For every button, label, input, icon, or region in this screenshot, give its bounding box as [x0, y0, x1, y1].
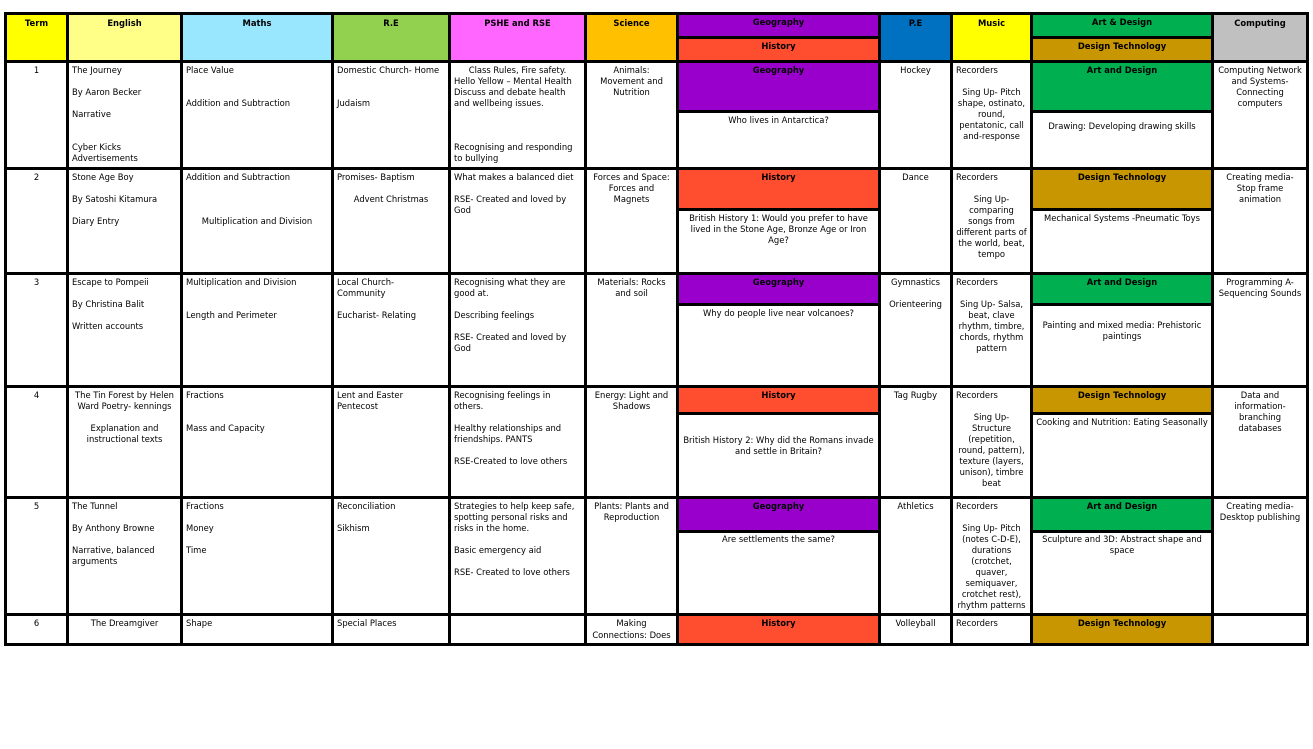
pe-cell	[880, 615, 952, 644]
humanities-title: Geography	[678, 497, 880, 531]
maths-line: Fractions	[186, 389, 224, 400]
re-line: Judaism	[337, 98, 371, 109]
pshe-line: Discuss and debate health and wellbeing issues.	[454, 87, 566, 109]
humanities-topic: British History 1: Would you prefer to have lived in the Stone Age, Bronze Age or Iron Age?	[678, 209, 880, 273]
re-cell	[333, 168, 450, 273]
music-line: Recorders	[956, 276, 998, 287]
english-cell	[68, 273, 182, 386]
pshe-line: Strategies to help keep safe, spotting personal risks and risks in the home.	[454, 500, 575, 533]
pshe-line: Recognising and responding to bullying	[454, 142, 573, 164]
maths-line: Money	[186, 522, 214, 533]
humanities-title: History	[678, 386, 880, 413]
term-row-3	[6, 273, 1308, 304]
music-line: Recorders	[956, 65, 998, 75]
art-dt-title: Design Technology	[1032, 386, 1213, 413]
re-line: Promises- Baptism	[337, 171, 415, 182]
header-term: Term	[6, 14, 68, 62]
art-dt-topic: Sculpture and 3D: Abstract shape and space	[1032, 531, 1213, 615]
term-number: 2	[6, 168, 68, 273]
english-line: Stone Age Boy	[72, 171, 134, 182]
music-line: Sing Up- Salsa, beat, clave rhythm, timbre, chords, rhythm pattern	[958, 298, 1025, 354]
pe-cell	[880, 386, 952, 497]
term-number: 5	[6, 497, 68, 615]
english-line: Narrative, balanced arguments	[72, 544, 155, 566]
music-cell	[952, 62, 1032, 169]
pshe-line: Healthy relationships and friendships. PANTS	[454, 422, 562, 444]
computing-cell: Data and information- branching databases	[1213, 386, 1308, 497]
english-line: Narrative	[72, 109, 111, 120]
art-dt-title: Design Technology	[1032, 615, 1213, 644]
maths-cell	[182, 62, 333, 169]
pshe-line: RSE-Created to love others	[454, 455, 568, 466]
science-cell: Materials: Rocks and soil	[586, 273, 678, 386]
music-cell	[952, 386, 1032, 497]
term-row-6	[6, 615, 1308, 644]
pshe-line: Recognising feelings in others.	[454, 389, 551, 411]
pe-line: Volleyball	[895, 618, 936, 629]
pshe-line: RSE- Created to love others	[454, 566, 570, 577]
re-cell	[333, 273, 450, 386]
humanities-topic: Who lives in Antarctica?	[678, 112, 880, 168]
maths-line: Multiplication and Division	[186, 276, 297, 287]
term-number: 6	[6, 615, 68, 644]
pe-cell	[880, 62, 952, 169]
music-cell	[952, 273, 1032, 386]
pshe-cell	[450, 615, 586, 644]
science-cell: Making Connections: Does	[586, 615, 678, 644]
maths-cell	[182, 386, 333, 497]
music-line: Sing Up- comparing songs from different parts of the world, beat, tempo	[956, 193, 1027, 260]
re-cell	[333, 386, 450, 497]
music-line: Sing Up- Pitch (notes C-D-E), durations (crotchet, quaver, semiquaver, crotchet rest), rhythm patterns	[957, 522, 1026, 611]
maths-line: Multiplication and Division	[201, 215, 313, 226]
pe-line: Dance	[902, 171, 929, 182]
pe-line: Tag Rugby	[893, 389, 938, 400]
english-line: The Tunnel	[72, 500, 118, 511]
music-cell	[952, 497, 1032, 615]
english-line: Explanation and instructional texts	[86, 422, 163, 444]
pe-line: Athletics	[897, 500, 934, 511]
header-art-design: Art & Design	[1032, 14, 1213, 38]
english-line: Diary Entry	[72, 215, 120, 226]
maths-cell	[182, 273, 333, 386]
maths-line: Addition and Subtraction	[186, 98, 291, 109]
music-line: Recorders	[956, 389, 998, 400]
re-line: Local Church- Community	[337, 276, 395, 298]
english-cell	[68, 386, 182, 497]
english-line: By Christina Balit	[72, 298, 145, 309]
maths-line: Time	[186, 544, 207, 555]
pe-cell	[880, 497, 952, 615]
re-line: Reconciliation	[337, 500, 396, 511]
curriculum-table	[4, 12, 1309, 646]
term-number: 3	[6, 273, 68, 386]
pe-cell	[880, 273, 952, 386]
pe-line: Orienteering	[889, 298, 942, 309]
header-re: R.E	[333, 14, 450, 62]
header-geography: Geography	[678, 14, 880, 38]
computing-cell: Computing Network and Systems- Connecting computers	[1213, 62, 1308, 169]
pshe-line: Recognising what they are good at.	[454, 276, 566, 298]
english-line: Escape to Pompeii	[72, 276, 149, 287]
english-cell	[68, 62, 182, 169]
english-cell	[68, 615, 182, 644]
art-dt-title: Art and Design	[1032, 497, 1213, 531]
re-line: Pentecost	[337, 400, 379, 411]
art-dt-topic: Drawing: Developing drawing skills	[1032, 112, 1213, 168]
term-row-1	[6, 62, 1308, 112]
english-line: By Anthony Browne	[72, 522, 155, 533]
pshe-cell	[450, 273, 586, 386]
header-maths: Maths	[182, 14, 333, 62]
computing-cell: Programming A- Sequencing Sounds	[1213, 273, 1308, 386]
humanities-title: History	[678, 168, 880, 209]
pshe-line: Describing feelings	[454, 309, 535, 320]
art-dt-title: Art and Design	[1032, 62, 1213, 112]
pshe-line: Class Rules, Fire safety.	[468, 65, 567, 75]
re-cell	[333, 615, 450, 644]
humanities-title: Geography	[678, 273, 880, 304]
maths-line: Place Value	[186, 65, 234, 75]
music-line: Recorders	[956, 500, 998, 511]
humanities-topic: British History 2: Why did the Romans invade and settle in Britain?	[678, 413, 880, 497]
header-english: English	[68, 14, 182, 62]
pshe-line: Hello Yellow – Mental Health	[454, 76, 572, 87]
term-number: 4	[6, 386, 68, 497]
english-line: By Satoshi Kitamura	[72, 193, 158, 204]
art-dt-topic: Cooking and Nutrition: Eating Seasonally	[1032, 413, 1213, 497]
re-line: Lent and Easter	[337, 389, 404, 400]
english-line: By Aaron Becker	[72, 87, 142, 98]
re-line: Domestic Church- Home	[337, 65, 440, 75]
computing-cell: Creating media- Desktop publishing	[1213, 497, 1308, 615]
pshe-cell	[450, 62, 586, 169]
maths-cell	[182, 497, 333, 615]
pshe-line: RSE- Created and loved by God	[454, 193, 567, 215]
header-pshe: PSHE and RSE	[450, 14, 586, 62]
music-cell	[952, 615, 1032, 644]
pshe-line: RSE- Created and loved by God	[454, 331, 567, 353]
music-line: Recorders	[956, 618, 998, 629]
science-cell: Energy: Light and Shadows	[586, 386, 678, 497]
english-line: The Journey	[72, 65, 122, 75]
pe-cell	[880, 168, 952, 273]
re-line: Special Places	[337, 618, 397, 629]
science-cell: Animals: Movement and Nutrition	[586, 62, 678, 169]
header-science: Science	[586, 14, 678, 62]
art-dt-title: Art and Design	[1032, 273, 1213, 304]
humanities-title: History	[678, 615, 880, 644]
pshe-cell	[450, 168, 586, 273]
pshe-cell	[450, 386, 586, 497]
maths-line: Length and Perimeter	[186, 309, 277, 320]
english-cell	[68, 168, 182, 273]
header-row	[6, 14, 1308, 38]
maths-cell	[182, 168, 333, 273]
pshe-line: What makes a balanced diet	[454, 171, 574, 182]
re-line: Eucharist- Relating	[337, 309, 417, 320]
maths-line: Shape	[186, 618, 213, 629]
pshe-line: Basic emergency aid	[454, 544, 542, 555]
english-line: Cyber Kicks Advertisements	[72, 142, 138, 164]
maths-line: Fractions	[186, 500, 224, 511]
term-row-4	[6, 386, 1308, 413]
term-row-5	[6, 497, 1308, 531]
humanities-title: Geography	[678, 62, 880, 112]
header-design-technology: Design Technology	[1032, 38, 1213, 62]
re-line: Advent Christmas	[353, 193, 429, 204]
maths-line: Mass and Capacity	[186, 422, 265, 433]
art-dt-topic: Painting and mixed media: Prehistoric paintings	[1032, 304, 1213, 386]
header-history: History	[678, 38, 880, 62]
english-cell	[68, 497, 182, 615]
music-line: Recorders	[956, 171, 998, 182]
music-line: Sing Up- Pitch shape, ostinato, round, pentatonic, call and-response	[957, 87, 1026, 142]
term-number: 1	[6, 62, 68, 169]
science-cell: Forces and Space: Forces and Magnets	[586, 168, 678, 273]
pe-line: Hockey	[900, 65, 931, 75]
re-cell	[333, 497, 450, 615]
music-cell	[952, 168, 1032, 273]
english-line: The Tin Forest by Helen Ward Poetry- kennings	[75, 389, 174, 411]
term-row-2	[6, 168, 1308, 209]
header-music: Music	[952, 14, 1032, 62]
header-computing: Computing	[1213, 14, 1308, 62]
humanities-topic: Are settlements the same?	[678, 531, 880, 615]
computing-cell	[1213, 615, 1308, 644]
music-line: Sing Up- Structure (repetition, round, pattern), texture (layers, unison), timbre beat	[958, 411, 1025, 489]
art-dt-topic: Mechanical Systems -Pneumatic Toys	[1032, 209, 1213, 273]
maths-line: Addition and Subtraction	[186, 171, 291, 182]
re-cell	[333, 62, 450, 169]
humanities-topic: Why do people live near volcanoes?	[678, 304, 880, 386]
art-dt-title: Design Technology	[1032, 168, 1213, 209]
science-cell: Plants: Plants and Reproduction	[586, 497, 678, 615]
header-pe: P.E	[880, 14, 952, 62]
pe-line: Gymnastics	[891, 276, 940, 287]
re-line: Sikhism	[337, 522, 370, 533]
pshe-cell	[450, 497, 586, 615]
maths-cell	[182, 615, 333, 644]
computing-cell: Creating media- Stop frame animation	[1213, 168, 1308, 273]
english-line: The Dreamgiver	[90, 618, 159, 629]
english-line: Written accounts	[72, 320, 144, 331]
